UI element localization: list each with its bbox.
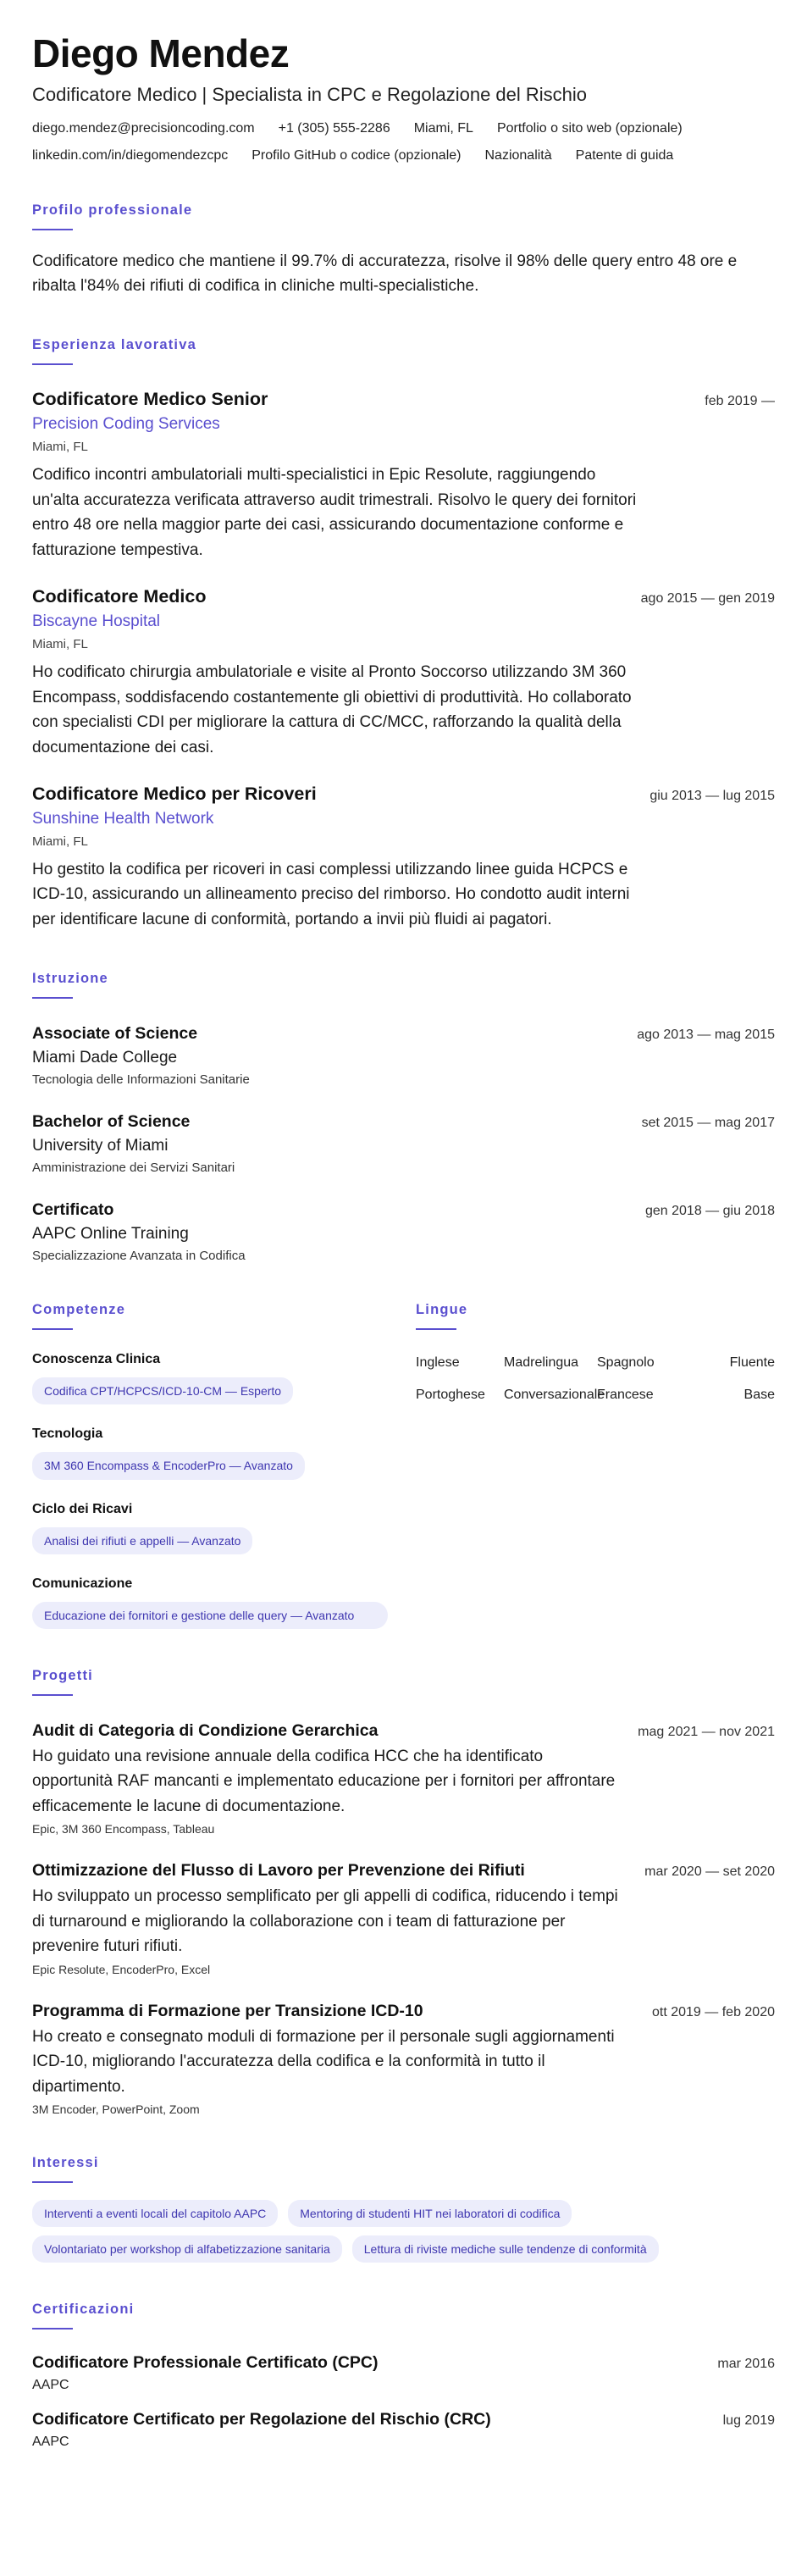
contact-linkedin[interactable]: linkedin.com/in/diegomendezcpc xyxy=(32,147,229,163)
project-title: Programma di Formazione per Transizione ICD-10 xyxy=(32,2001,423,2020)
skill-group-label: Tecnologia xyxy=(32,1426,103,1442)
section-title-projects: Progetti xyxy=(32,1668,93,1684)
section-divider xyxy=(32,363,73,365)
resume-header xyxy=(32,32,775,163)
section-divider xyxy=(32,229,73,230)
education-school: Miami Dade College xyxy=(32,1049,178,1067)
education-date: gen 2018 — giu 2018 xyxy=(644,1204,775,1219)
language-level: Base xyxy=(743,1388,775,1403)
skill-chip: Codifica CPT/HCPCS/ICD-10-CM — Esperto xyxy=(32,1377,293,1404)
summary-section xyxy=(32,202,775,299)
project-date: mar 2020 — set 2020 xyxy=(644,1864,775,1880)
job-title: Codificatore Medico Senior xyxy=(32,389,268,410)
language-level: Conversazionale xyxy=(504,1388,605,1403)
skill-group-label: Ciclo dei Ricavi xyxy=(32,1501,133,1516)
contact-github[interactable]: Profilo GitHub o codice (opzionale) xyxy=(251,147,462,163)
education-entry xyxy=(32,1024,775,1087)
certification-title: Codificatore Professionale Certificato (CPC) xyxy=(32,2353,379,2373)
experience-section xyxy=(32,337,775,932)
job-description: Ho gestito la codifica per ricoveri in casi complessi utilizzando linee guida HCPCS e ICD-10, assicurando un allineamento preciso del rimborso. Ho condotto audit interni per identificare lacune di conformità, portando a invii più fluidi ai pagatori. xyxy=(32,860,630,928)
section-title-interests: Interessi xyxy=(32,2154,99,2170)
project-entry xyxy=(32,1861,775,1975)
job-description: Ho codificato chirurgia ambulatoriale e visite al Pronto Soccorso utilizzando 3M 360 Encompass, soddisfacendo costantemente gli obiettivi di produttività. Ho collaborato con specialisti CDI per migliorare la cattura di CC/MCC, rafforzando la qualità della documentazione dei casi. xyxy=(32,663,632,756)
section-divider xyxy=(32,1694,73,1696)
education-degree: Associate of Science xyxy=(32,1024,198,1044)
contact-location: Miami, FL xyxy=(413,120,473,136)
language-name: Spagnolo xyxy=(597,1355,655,1371)
education-school: AAPC Online Training xyxy=(32,1225,189,1244)
education-field: Specializzazione Avanzata in Codifica xyxy=(32,1249,246,1264)
certification-date: mar 2016 xyxy=(717,2357,775,2372)
languages-section xyxy=(416,1302,775,1629)
job-entry xyxy=(32,389,775,562)
job-date: ago 2015 — gen 2019 xyxy=(640,591,775,607)
section-divider xyxy=(32,2181,73,2183)
education-degree: Bachelor of Science xyxy=(32,1112,191,1132)
contact-driving-license: Patente di guida xyxy=(575,147,674,163)
project-description: Ho creato e consegnato moduli di formazione per il personale sugli aggiornamenti ICD-10, migliorando l'accuratezza della codifica e la conformità in tutto il dipartimento. xyxy=(32,2027,615,2096)
language-level: Fluente xyxy=(729,1355,775,1371)
interests-section xyxy=(32,2155,775,2263)
certification-entry xyxy=(32,2410,775,2450)
job-location: Miami, FL xyxy=(32,834,88,849)
skill-group xyxy=(32,1352,388,1404)
contact-email[interactable]: diego.mendez@precisioncoding.com xyxy=(32,120,255,136)
job-date: feb 2019 — xyxy=(705,394,775,409)
skills-section xyxy=(32,1302,388,1629)
language-name: Portoghese xyxy=(416,1388,485,1403)
section-divider xyxy=(32,1328,73,1330)
education-date: set 2015 — mag 2017 xyxy=(641,1116,775,1131)
project-date: ott 2019 — feb 2020 xyxy=(652,2004,775,2019)
project-date: mag 2021 — nov 2021 xyxy=(638,1725,775,1740)
skill-chip: 3M 360 Encompass & EncoderPro — Avanzato xyxy=(32,1452,305,1479)
contact-list xyxy=(32,121,752,163)
job-company: Sunshine Health Network xyxy=(32,809,214,828)
interest-chip: Interventi a eventi locali del capitolo AAPC xyxy=(32,2200,278,2227)
project-tools: Epic, 3M 360 Encompass, Tableau xyxy=(32,1822,215,1836)
candidate-subtitle: Codificatore Medico | Specialista in CPC e Regolazione del Rischio xyxy=(32,83,588,105)
section-divider xyxy=(32,997,73,999)
certification-title: Codificatore Certificato per Regolazione del Rischio (CRC) xyxy=(32,2410,491,2429)
projects-section xyxy=(32,1668,775,2116)
education-section xyxy=(32,971,775,1263)
contact-nationality: Nazionalità xyxy=(484,147,552,163)
certification-date: lug 2019 xyxy=(722,2413,775,2429)
languages-grid xyxy=(416,1355,775,1403)
language-name: Francese xyxy=(597,1388,654,1403)
skill-group-label: Comunicazione xyxy=(32,1576,133,1591)
contact-portfolio[interactable]: Portfolio o sito web (opzionale) xyxy=(496,120,683,136)
skill-chip: Analisi dei rifiuti e appelli — Avanzato xyxy=(32,1527,252,1554)
summary-text: Codificatore medico che mantiene il 99.7% di accuratezza, risolve il 98% delle query entro 48 ore e ribalta l'84% dei rifiuti di codifica in cliniche multi-specialistiche. xyxy=(32,252,738,296)
education-entry xyxy=(32,1112,775,1175)
education-field: Amministrazione dei Servizi Sanitari xyxy=(32,1161,235,1176)
skill-group-label: Conoscenza Clinica xyxy=(32,1352,161,1367)
section-title-education: Istruzione xyxy=(32,971,108,987)
skill-group xyxy=(32,1502,388,1554)
project-entry xyxy=(32,1721,775,1836)
job-title: Codificatore Medico per Ricoveri xyxy=(32,783,317,804)
certification-entry xyxy=(32,2353,775,2393)
job-company: Biscayne Hospital xyxy=(32,612,161,631)
job-location: Miami, FL xyxy=(32,440,88,455)
interest-chip: Volontariato per workshop di alfabetizzazione sanitaria xyxy=(32,2235,342,2263)
candidate-name: Diego Mendez xyxy=(32,31,290,75)
skill-group xyxy=(32,1576,388,1629)
section-divider xyxy=(416,1328,456,1330)
job-description: Codifico incontri ambulatoriali multi-specialistici in Epic Resolute, raggiungendo un'alta accuratezza verificata attraverso audit trimestrali. Risolvo le query dei fornitori entro 48 ore nella maggior parte dei casi, assicurando documentazione conforme e fatturazione tempestiva. xyxy=(32,466,637,559)
project-description: Ho sviluppato un processo semplificato per gli appelli di codifica, riducendo i tempi di turnaround e migliorando la collaborazione con i team di fatturazione per prevenire futuri rifiuti. xyxy=(32,1887,618,1956)
project-title: Audit di Categoria di Condizione Gerarchica xyxy=(32,1721,379,1741)
job-location: Miami, FL xyxy=(32,637,88,652)
interest-chip: Lettura di riviste mediche sulle tendenze di conformità xyxy=(352,2235,659,2263)
skill-group xyxy=(32,1426,388,1479)
skills-languages-row xyxy=(32,1302,775,1629)
section-title-skills: Competenze xyxy=(32,1302,126,1318)
education-degree: Certificato xyxy=(32,1200,114,1220)
certification-issuer: AAPC xyxy=(32,2435,69,2450)
interests-list xyxy=(32,2200,760,2263)
job-company: Precision Coding Services xyxy=(32,415,220,434)
job-entry xyxy=(32,784,775,932)
project-tools: 3M Encoder, PowerPoint, Zoom xyxy=(32,2102,200,2116)
job-entry xyxy=(32,586,775,760)
section-title-summary: Profilo professionale xyxy=(32,202,193,218)
language-name: Inglese xyxy=(416,1355,460,1371)
contact-phone[interactable]: +1 (305) 555-2286 xyxy=(278,120,390,136)
education-school: University of Miami xyxy=(32,1137,169,1155)
section-title-experience: Esperienza lavorativa xyxy=(32,337,196,353)
job-title: Codificatore Medico xyxy=(32,586,207,607)
education-field: Tecnologia delle Informazioni Sanitarie xyxy=(32,1072,250,1088)
section-divider xyxy=(32,2328,73,2329)
education-entry xyxy=(32,1200,775,1263)
education-date: ago 2013 — mag 2015 xyxy=(637,1028,775,1043)
certification-issuer: AAPC xyxy=(32,2378,69,2393)
project-entry xyxy=(32,2002,775,2116)
section-title-certifications: Certificazioni xyxy=(32,2302,135,2318)
skill-chip: Educazione dei fornitori e gestione delle query — Avanzato xyxy=(32,1602,388,1629)
language-level: Madrelingua xyxy=(504,1355,579,1371)
project-title: Ottimizzazione del Flusso di Lavoro per Prevenzione dei Rifiuti xyxy=(32,1861,525,1881)
project-tools: Epic Resolute, EncoderPro, Excel xyxy=(32,1962,211,1976)
section-title-languages: Lingue xyxy=(416,1302,468,1318)
certifications-section xyxy=(32,2302,775,2450)
job-date: giu 2013 — lug 2015 xyxy=(649,788,775,803)
project-description: Ho guidato una revisione annuale della codifica HCC che ha identificato opportunità RAF mancanti e implementato educazione per i fornitori per affrontare efficacemente le lacune di documentazione. xyxy=(32,1748,616,1815)
interest-chip: Mentoring di studenti HIT nei laboratori di codifica xyxy=(288,2200,572,2227)
